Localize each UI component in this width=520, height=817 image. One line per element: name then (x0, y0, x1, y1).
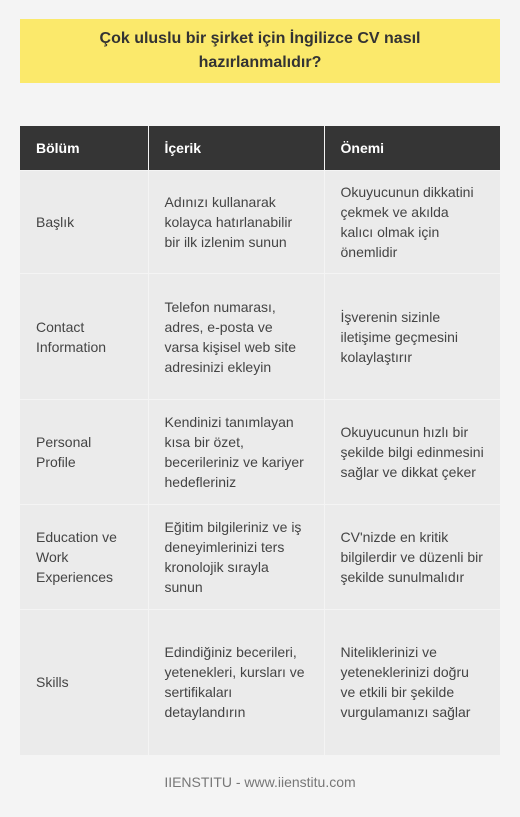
table-cell-content: Kendinizi tanımlayan kısa bir özet, becerileriniz ve kariyer hedefleriniz (148, 400, 324, 505)
table-row (20, 274, 500, 400)
title-banner (20, 19, 500, 83)
table-cell-section: Başlık (20, 171, 148, 274)
table-row (20, 610, 500, 755)
cv-sections-table (20, 126, 500, 755)
table-cell-importance: İşverenin sizinle iletişime geçmesini kolaylaştırır (324, 274, 500, 400)
column-header-importance: Önemi (324, 126, 500, 171)
table-header-row (20, 126, 500, 171)
table-cell-content: Adınızı kullanarak kolayca hatırlanabilir bir ilk izlenim sunun (148, 171, 324, 274)
table-row (20, 505, 500, 610)
table-cell-importance: CV'nizde en kritik bilgilerdir ve düzenli bir şekilde sunulmalıdır (324, 505, 500, 610)
table-cell-section: Contact Information (20, 274, 148, 400)
table-cell-section: Personal Profile (20, 400, 148, 505)
column-header-content: İçerik (148, 126, 324, 171)
table-cell-importance: Okuyucunun dikkatini çekmek ve akılda kalıcı olmak için önemlidir (324, 171, 500, 274)
table-cell-importance: Okuyucunun hızlı bir şekilde bilgi edinmesini sağlar ve dikkat çeker (324, 400, 500, 505)
table-cell-content: Eğitim bilgileriniz ve iş deneyimlerinizi ters kronolojik sırayla sunun (148, 505, 324, 610)
table-cell-content: Edindiğiniz becerileri, yetenekleri, kursları ve sertifikaları detaylandırın (148, 610, 324, 755)
table-row (20, 400, 500, 505)
footer-credit: IIENSTITU - www.iienstitu.com (164, 774, 356, 790)
table-cell-importance: Niteliklerinizi ve yeteneklerinizi doğru ve etkili bir şekilde vurgulamanızı sağlar (324, 610, 500, 755)
table-row (20, 171, 500, 274)
page-title: Çok uluslu bir şirket için İngilizce CV nasıl hazırlanmalıdır? (99, 30, 421, 71)
table-cell-section: Skills (20, 610, 148, 755)
table-cell-content: Telefon numarası, adres, e-posta ve varsa kişisel web site adresinizi ekleyin (148, 274, 324, 400)
column-header-section: Bölüm (20, 126, 148, 171)
table-cell-section: Education ve Work Experiences (20, 505, 148, 610)
